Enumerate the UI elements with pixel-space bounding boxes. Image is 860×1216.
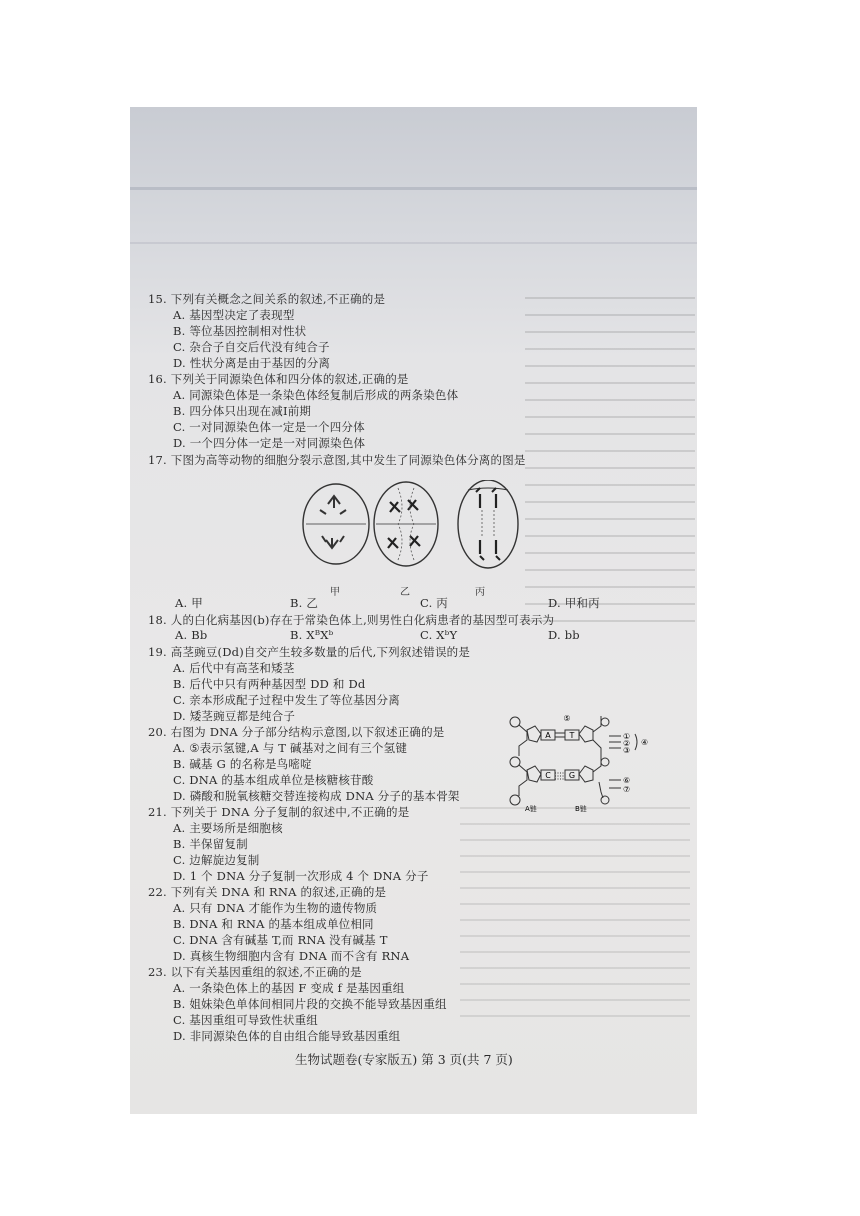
cell-yi: [374, 482, 438, 566]
question-17-stem: 17. 下图为高等动物的细胞分裂示意图,其中发生了同源染色体分离的图是: [148, 453, 526, 467]
dna-label-7: ⑦: [623, 785, 631, 794]
q18-option-d: D. bb: [548, 628, 580, 642]
dna-label-3: ③: [623, 746, 631, 755]
dna-label-2: ②: [623, 739, 631, 748]
q23-option-b: B. 姐妹染色单体间相同片段的交换不能导致基因重组: [173, 997, 447, 1011]
q16-option-c: C. 一对同源染色体一定是一个四分体: [173, 420, 365, 434]
cell-division-figure: [298, 480, 528, 582]
dna-structure-diagram: [505, 712, 665, 812]
cell-label-jia: 甲: [330, 587, 341, 598]
q22-option-c: C. DNA 含有碱基 T,而 RNA 没有碱基 T: [173, 933, 388, 947]
q22-option-d: D. 真核生物细胞内含有 DNA 而不含有 RNA: [173, 949, 410, 963]
q17-option-d: D. 甲和丙: [548, 596, 600, 610]
q19-option-a: A. 后代中有高茎和矮茎: [173, 661, 295, 675]
cell-label-yi: 乙: [400, 587, 411, 598]
dna-base-t: T: [569, 731, 575, 740]
question-15-stem: 15. 下列有关概念之间关系的叙述,不正确的是: [148, 292, 386, 306]
q17-option-b: B. 乙: [290, 596, 319, 610]
bleed-through-text: [525, 297, 695, 627]
q21-option-d: D. 1 个 DNA 分子复制一次形成 4 个 DNA 分子: [173, 869, 429, 883]
question-21-stem: 21. 下列关于 DNA 分子复制的叙述中,不正确的是: [148, 805, 410, 819]
question-20-stem: 20. 右图为 DNA 分子部分结构示意图,以下叙述正确的是: [148, 725, 445, 739]
q15-option-b: B. 等位基因控制相对性状: [173, 324, 307, 338]
dna-base-c: C: [545, 771, 551, 780]
q15-option-c: C. 杂合子自交后代没有纯合子: [173, 340, 330, 354]
question-19-stem: 19. 高茎豌豆(Dd)自交产生较多数量的后代,下列叙述错误的是: [148, 645, 471, 659]
paper-fold: [130, 187, 697, 190]
q19-option-d: D. 矮茎豌豆都是纯合子: [173, 709, 296, 723]
dna-base-a: A: [545, 731, 551, 740]
q19-option-b: B. 后代中只有两种基因型 DD 和 Dd: [173, 677, 366, 691]
q17-option-a: A. 甲: [175, 596, 203, 610]
q16-option-a: A. 同源染色体是一条染色体经复制后形成的两条染色体: [173, 388, 459, 402]
q17-option-c: C. 丙: [420, 596, 449, 610]
q20-option-a: A. ⑤表示氢键,A 与 T 碱基对之间有三个氢键: [173, 741, 408, 755]
q20-option-b: B. 碱基 G 的名称是鸟嘧啶: [173, 757, 312, 771]
q15-option-a: A. 基因型决定了表现型: [173, 308, 295, 322]
q16-option-b: B. 四分体只出现在减Ⅰ前期: [173, 404, 312, 418]
q21-option-b: B. 半保留复制: [173, 837, 248, 851]
q21-option-c: C. 边解旋边复制: [173, 853, 260, 867]
q22-option-a: A. 只有 DNA 才能作为生物的遗传物质: [173, 901, 378, 915]
q23-option-a: A. 一条染色体上的基因 F 变成 f 是基因重组: [173, 981, 405, 995]
cell-jia: [303, 484, 369, 564]
dna-label-5: ⑤: [563, 714, 571, 723]
dna-label-6: ⑥: [623, 776, 631, 785]
q22-option-b: B. DNA 和 RNA 的基本组成单位相同: [173, 917, 374, 931]
q15-option-d: D. 性状分离是由于基因的分离: [173, 356, 331, 370]
question-16-stem: 16. 下列关于同源染色体和四分体的叙述,正确的是: [148, 372, 409, 386]
q20-option-c: C. DNA 的基本组成单位是核糖核苷酸: [173, 773, 374, 787]
dna-chain-a-label: A链: [525, 805, 537, 812]
q20-option-d: D. 磷酸和脱氧核糖交替连接构成 DNA 分子的基本骨架: [173, 789, 460, 803]
q19-option-c: C. 亲本形成配子过程中发生了等位基因分离: [173, 693, 400, 707]
dna-label-1: ①: [623, 732, 631, 741]
q18-option-a: A. Bb: [175, 628, 208, 642]
dna-base-g: G: [568, 771, 576, 780]
cell-bing: [458, 480, 518, 568]
question-22-stem: 22. 下列有关 DNA 和 RNA 的叙述,正确的是: [148, 885, 387, 899]
dna-chain-b-label: B链: [575, 805, 587, 812]
page-footer: 生物试题卷(专家版五) 第 3 页(共 7 页): [295, 1052, 513, 1067]
paper-fold: [130, 242, 697, 244]
q16-option-d: D. 一个四分体一定是一对同源染色体: [173, 436, 366, 450]
q23-option-c: C. 基因重组可导致性状重组: [173, 1013, 318, 1027]
q18-option-c: C. XᵇY: [420, 628, 458, 642]
cell-label-bing: 丙: [475, 587, 486, 598]
bleed-through-text: [460, 807, 690, 1027]
q18-option-b: B. XᴮXᵇ: [290, 628, 334, 642]
question-18-stem: 18. 人的白化病基因(b)存在于常染色体上,则男性白化病患者的基因型可表示为: [148, 613, 555, 627]
q23-option-d: D. 非同源染色体的自由组合能导致基因重组: [173, 1029, 401, 1043]
q21-option-a: A. 主要场所是细胞核: [173, 821, 283, 835]
dna-label-4: ④: [641, 738, 649, 747]
question-23-stem: 23. 以下有关基因重组的叙述,不正确的是: [148, 965, 362, 979]
